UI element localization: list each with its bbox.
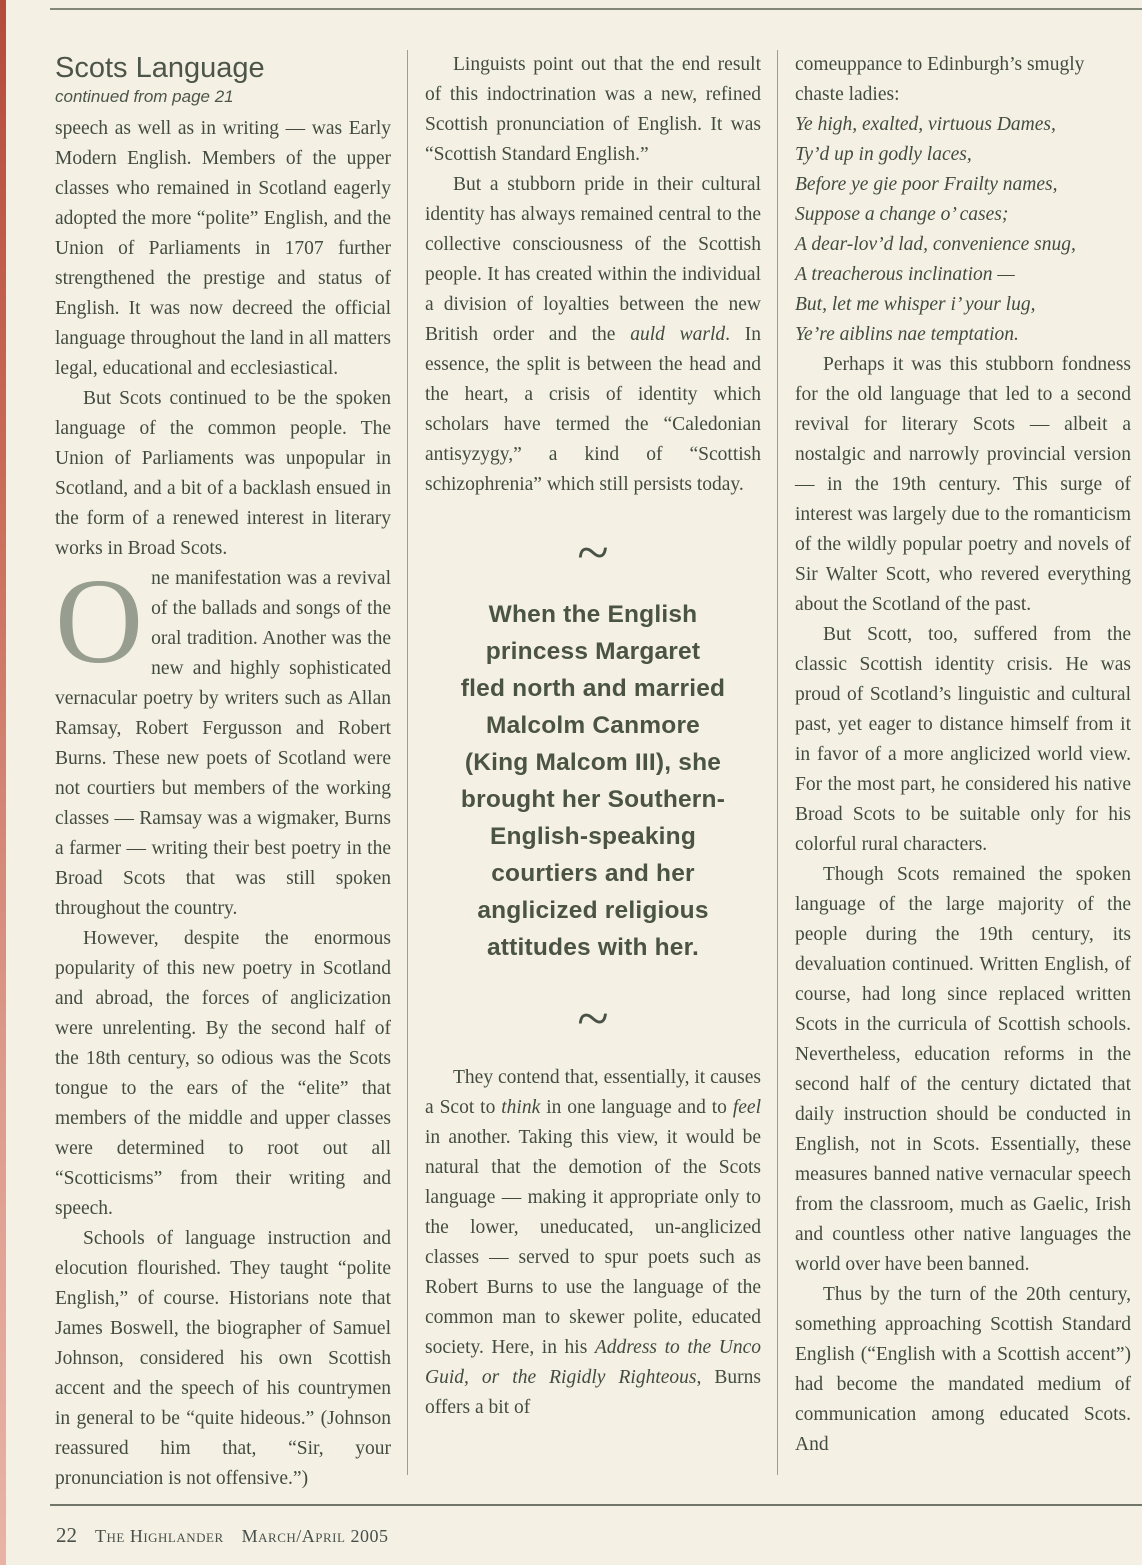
poem-line: Before ye gie poor Frailty names, bbox=[795, 174, 1058, 195]
poem-line: But, let me whisper i’ your lug, bbox=[795, 294, 1036, 315]
article-columns bbox=[55, 50, 1131, 1490]
column-1-body bbox=[55, 114, 391, 1494]
tilde-ornament: ~ bbox=[577, 986, 609, 1052]
column-3-body bbox=[795, 350, 1131, 1460]
pull-quote bbox=[425, 596, 761, 966]
pull-quote-line: Malcolm Canmore bbox=[485, 712, 701, 740]
article-title: Scots Language bbox=[55, 52, 265, 84]
column-3 bbox=[777, 50, 1131, 1475]
paragraph: Thus by the turn of the 20th century, something approaching Scottish Standard English (“English with a Scottish accent”) had become the mandated medium of communication among educated Scots. And bbox=[795, 1284, 1131, 1455]
poem-line: Suppose a change o’ cases; bbox=[795, 204, 1009, 225]
paragraph: However, despite the enormous popularity of this new poetry in Scotland and abroad, the forces of anglicization were unrelenting. By the second half of the 18th century, so odious was the Scots tongue to the ears of the “elite” that members of the middle and upper classes were determined to root out all “Scotticisms” from their writing and speech. bbox=[55, 928, 391, 1220]
page-number: 22 bbox=[56, 1523, 77, 1547]
poem-line: Ye’re aiblins nae temptation. bbox=[795, 324, 1019, 345]
pull-quote-line: (King Malcom III), she bbox=[464, 749, 722, 777]
drop-cap: O bbox=[55, 554, 144, 690]
footer bbox=[56, 1523, 388, 1548]
column-3-lead bbox=[795, 50, 1131, 110]
paragraph: They contend that, essentially, it causes a Scot to think in one language and to feel in another. Taking this view, it would be natural that the demotion of the Scots language — making it appropriate only to the lower, uneducated, un-anglicized classes — served to spur poets such as Robert Burns to use the language of the common man to skewer polite, educated society. Here, in his Address to the Unco Guid, or the Rigidly Righteous, Burns offers a bit of bbox=[425, 1066, 761, 1418]
pull-quote-line: anglicized religious bbox=[477, 897, 709, 925]
footer-rule bbox=[50, 1504, 1142, 1506]
pull-quote-line: attitudes with her. bbox=[486, 934, 700, 962]
paragraph: One manifestation was a revival of the ballads and songs of the oral tradition. Another was the new and highly sophisticated vernacular poetry by writers such as Allan Ramsay, Robert Fergusson and Robert Burns. These new poets of Scotland were not courtiers but members of the working classes — Ramsay was a wigmaker, Burns a farmer — writing their best poetry in the Broad Scots that was still spoken throughout the country. bbox=[55, 554, 391, 920]
paragraph: But Scots continued to be the spoken language of the common people. The Union of Parliaments was unpopular in Scotland, and a bit of a backlash ensued in the form of a renewed interest in literary works in Broad Scots. bbox=[55, 388, 391, 560]
column-2-top bbox=[425, 50, 761, 500]
column-2 bbox=[407, 50, 761, 1475]
pull-quote-line: princess Margaret bbox=[485, 638, 701, 666]
pull-quote-line: courtiers and her bbox=[491, 860, 695, 888]
poem-line: A treacherous inclination — bbox=[795, 264, 1015, 285]
burns-poem bbox=[795, 110, 1131, 350]
tilde-ornament: ~ bbox=[577, 520, 609, 585]
pull-quote-line: When the English bbox=[488, 601, 698, 629]
poem-line: A dear-lov’d lad, convenience snug, bbox=[795, 234, 1076, 255]
paragraph: Schools of language instruction and elocution flourished. They taught “polite English,” of course. Historians note that James Boswell, the biographer of Samuel Johnson, considered his own Scottish accent and the speech of his countrymen in general to be “quite hideous.” (Johnson reassured him that, “Sir, your pronunciation is not offensive.”) bbox=[55, 1228, 391, 1490]
continued-from-note: continued from page 21 bbox=[55, 87, 234, 107]
poem-line: Ty’d up in godly laces, bbox=[795, 144, 972, 165]
paragraph: Linguists point out that the end result of this indoctrination was a new, refined Scottish pronunciation of English. It was “Scottish Standard English.” bbox=[425, 54, 761, 165]
pull-quote-line: fled north and married bbox=[460, 675, 726, 703]
paragraph: But a stubborn pride in their cultural identity has always remained central to the collective consciousness of the Scottish people. It has created within the individual a division of loyalties between the new British order and the auld warld. In essence, the split is between the head and the heart, a crisis of identity which scholars have termed the “Caledonian antisyzygy,” a kind of “Scottish schizophrenia” which still persists today. bbox=[425, 174, 762, 495]
column-1 bbox=[55, 50, 391, 1490]
paragraph: comeuppance to Edinburgh’s smugly chaste ladies: bbox=[795, 54, 1085, 105]
paragraph: But Scott, too, suffered from the classic Scottish identity crisis. He was proud of Scotland’s linguistic and cultural past, yet eager to distance himself from it in favor of a more anglicized world view. For the most part, he considered his native Broad Scots to be suitable only for his colorful rural characters. bbox=[795, 624, 1131, 855]
pull-quote-line: brought her Southern- bbox=[460, 786, 726, 814]
top-edge-rule bbox=[50, 8, 1142, 10]
paragraph: Though Scots remained the spoken language of the large majority of the people during the 19th century, its devaluation continued. Written English, of course, had long since replaced written Scots in the curricula of Scottish schools. Nevertheless, education reforms in the second half of the century dictated that daily instruction should be conducted in English, not in Scots. Essentially, these measures banned native vernacular speech from the classroom, much as Gaelic, Irish and countless other native languages the world over have been banned. bbox=[795, 864, 1131, 1275]
pull-quote-line: English-speaking bbox=[489, 823, 697, 851]
poem-line: Ye high, exalted, virtuous Dames, bbox=[795, 114, 1056, 135]
magazine-title: The Highlander bbox=[95, 1526, 224, 1546]
column-2-bottom bbox=[425, 1063, 761, 1423]
paragraph: Perhaps it was this stubborn fondness for the old language that led to a second revival for literary Scots — albeit a nostalgic and narrowly provincial version — in the 19th century. This surge of interest was largely due to the romanticism of the wildly popular poetry and novels of Sir Walter Scott, who revered everything about the Scotland of the past. bbox=[795, 354, 1131, 615]
page-edge-strip bbox=[0, 0, 6, 1565]
issue-date: March/April 2005 bbox=[241, 1526, 389, 1546]
paragraph: speech as well as in writing — was Early Modern English. Members of the upper classes who remained in Scotland eagerly adopted the more “polite” English, and the Union of Parliaments in 1707 further strengthened the prestige and status of English. It was now decreed the official language throughout the land in all matters legal, educational and ecclesiastical. bbox=[55, 118, 391, 380]
